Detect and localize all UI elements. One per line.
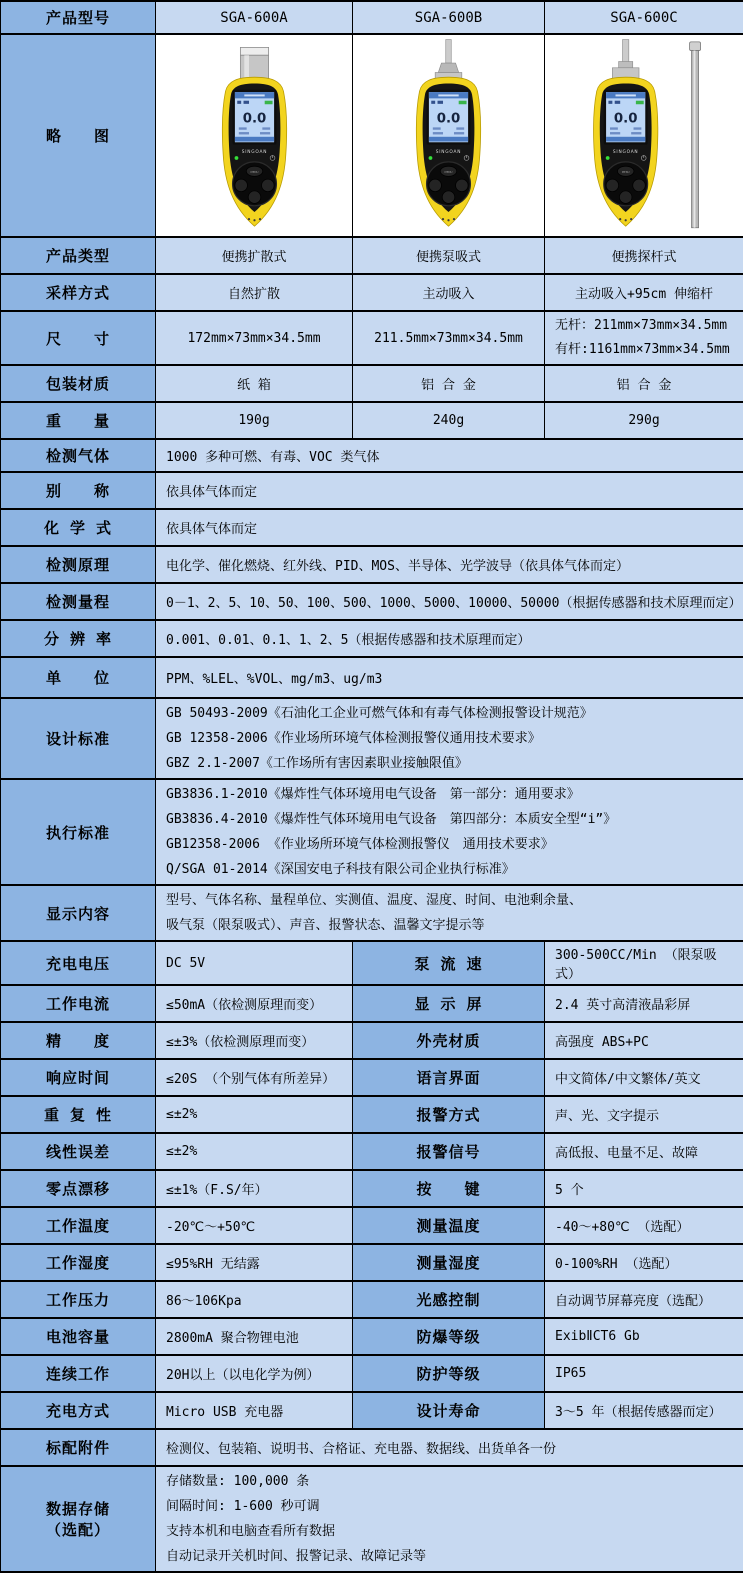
row-label: 零点漂移 <box>1 1170 156 1207</box>
value-cell: 主动吸入+95cm 伸缩杆 <box>545 274 743 311</box>
row-label: 设计标准 <box>1 698 156 779</box>
row-label: 光感控制 <box>353 1281 545 1318</box>
row-label: 重 量 <box>1 402 156 439</box>
svg-text:0.0: 0.0 <box>613 111 637 126</box>
row-label: 显示内容 <box>1 885 156 941</box>
row-label: 工作湿度 <box>1 1244 156 1281</box>
value-cell: ≤±1%（F.S/年） <box>156 1170 353 1207</box>
row-label: 工作电流 <box>1 985 156 1022</box>
table-row-formula <box>1 509 743 546</box>
dimension-line: 无杆：211mm×73mm×34.5mm <box>555 314 735 338</box>
row-label: 充电电压 <box>1 941 156 985</box>
table-row-units <box>1 657 743 698</box>
row-label: 化 学 式 <box>1 509 156 546</box>
value-cell: 290g <box>545 402 743 439</box>
storage-line: 存储数量: 100,000 条 <box>166 1469 735 1494</box>
row-label: 包装材质 <box>1 365 156 402</box>
row-label: 报警信号 <box>353 1133 545 1170</box>
value-cell: ≤±2% <box>156 1096 353 1133</box>
table-row-product-type <box>1 237 743 274</box>
table-row-spec <box>1 1133 743 1170</box>
row-label: 标配附件 <box>1 1429 156 1466</box>
table-row-packaging <box>1 365 743 402</box>
value-cell: Micro USB 充电器 <box>156 1392 353 1429</box>
row-label: 线性误差 <box>1 1133 156 1170</box>
value-cell: 0－1、2、5、10、50、100、500、1000、5000、10000、50000（根据传感器和技术原理而定） <box>156 583 743 620</box>
table-row-spec <box>1 985 743 1022</box>
table-row-spec <box>1 1022 743 1059</box>
product-image-sga-600a <box>156 36 352 235</box>
table-row-spec <box>1 1096 743 1133</box>
svg-text:0.0: 0.0 <box>242 111 266 126</box>
value-cell: 20H以上（以电化学为例） <box>156 1355 353 1392</box>
header-label: 产品型号 <box>1 1 156 34</box>
row-label: 重 复 性 <box>1 1096 156 1133</box>
standard-line: Q/SGA 01-2014《深国安电子科技有限公司企业执行标准》 <box>166 857 735 882</box>
sketch-label: 略 图 <box>1 34 156 237</box>
row-label: 单 位 <box>1 657 156 698</box>
value-cell: 300-500CC/Min （限泵吸式） <box>545 941 743 985</box>
value-cell: -40～+80℃ （选配） <box>545 1207 743 1244</box>
table-row-header <box>1 1 743 34</box>
value-cell: ≤±2% <box>156 1133 353 1170</box>
value-cell: 铝 合 金 <box>353 365 545 402</box>
value-cell: 0-100%RH （选配） <box>545 1244 743 1281</box>
row-label: 报警方式 <box>353 1096 545 1133</box>
table-row-spec <box>1 1355 743 1392</box>
storage-line: 自动记录开关机时间、报警记录、故障记录等 <box>166 1544 735 1569</box>
row-label: 防爆等级 <box>353 1318 545 1355</box>
row-label: 连续工作 <box>1 1355 156 1392</box>
row-label: 泵 流 速 <box>353 941 545 985</box>
value-cell: 自动调节屏幕亮度（选配） <box>545 1281 743 1318</box>
product-image-sga-600b <box>353 36 544 235</box>
row-label: 检测原理 <box>1 546 156 583</box>
value-cell: ≤20S （个别气体有所差异） <box>156 1059 353 1096</box>
standard-line: GB3836.4-2010《爆炸性气体环境用电气设备 第四部分：本质安全型“i”》 <box>166 807 735 832</box>
table-row-spec <box>1 1392 743 1429</box>
value-cell: ≤95%RH 无结露 <box>156 1244 353 1281</box>
standard-line: GB 12358-2006《作业场所环境气体检测报警仪通用技术要求》 <box>166 726 735 751</box>
value-cell: 86～106Kpa <box>156 1281 353 1318</box>
value-cell: 高强度 ABS+PC <box>545 1022 743 1059</box>
value-cell: 自然扩散 <box>156 274 353 311</box>
row-label: 电池容量 <box>1 1318 156 1355</box>
model-name-c: SGA-600C <box>545 1 743 34</box>
table-row-alias <box>1 472 743 509</box>
table-row-sampling <box>1 274 743 311</box>
svg-text:MENU: MENU <box>445 169 453 173</box>
table-row-weight <box>1 402 743 439</box>
svg-text:SINGOAN: SINGOAN <box>436 149 462 155</box>
value-cell: 3～5 年（根据传感器而定） <box>545 1392 743 1429</box>
value-cell: PPM、%LEL、%VOL、mg/m3、ug/m3 <box>156 657 743 698</box>
value-cell <box>156 1466 743 1572</box>
storage-line: 间隔时间: 1-600 秒可调 <box>166 1494 735 1519</box>
value-cell: ≤±3%（依检测原理而变） <box>156 1022 353 1059</box>
value-cell: 电化学、催化燃烧、红外线、PID、MOS、半导体、光学波导（依具体气体而定） <box>156 546 743 583</box>
value-cell: 2800mA 聚合物锂电池 <box>156 1318 353 1355</box>
value-cell: -20℃～+50℃ <box>156 1207 353 1244</box>
table-row-spec <box>1 1318 743 1355</box>
row-label: 尺 寸 <box>1 311 156 365</box>
svg-text:SINGOAN: SINGOAN <box>241 149 267 155</box>
row-label: 外壳材质 <box>353 1022 545 1059</box>
model-name-a: SGA-600A <box>156 1 353 34</box>
value-cell: 便携扩散式 <box>156 237 353 274</box>
row-label: 设计寿命 <box>353 1392 545 1429</box>
storage-label-line: （选配） <box>2 1519 154 1540</box>
row-label: 工作温度 <box>1 1207 156 1244</box>
table-row-spec <box>1 1281 743 1318</box>
row-label <box>1 1466 156 1572</box>
table-row-data-storage <box>1 1466 743 1572</box>
value-cell: 声、光、文字提示 <box>545 1096 743 1133</box>
table-row-design-standard <box>1 698 743 779</box>
value-cell <box>156 698 743 779</box>
row-label: 工作压力 <box>1 1281 156 1318</box>
standard-line: GB 50493-2009《石油化工企业可燃气体和有毒气体检测报警设计规范》 <box>166 701 735 726</box>
value-cell: DC 5V <box>156 941 353 985</box>
table-row-display-content <box>1 885 743 941</box>
table-row-spec <box>1 1059 743 1096</box>
table-row-gases <box>1 439 743 472</box>
svg-text:0.0: 0.0 <box>437 111 461 126</box>
row-label: 检测量程 <box>1 583 156 620</box>
table-row-range <box>1 583 743 620</box>
value-cell: 172mm×73mm×34.5mm <box>156 311 353 365</box>
row-label: 检测气体 <box>1 439 156 472</box>
row-label: 执行标准 <box>1 779 156 885</box>
product-image-sga-600c <box>545 36 743 235</box>
value-cell: 检测仪、包装箱、说明书、合格证、充电器、数据线、出货单各一份 <box>156 1429 743 1466</box>
row-label: 语言界面 <box>353 1059 545 1096</box>
row-label: 测量温度 <box>353 1207 545 1244</box>
value-cell: 便携泵吸式 <box>353 237 545 274</box>
value-cell: 240g <box>353 402 545 439</box>
value-cell <box>156 885 743 941</box>
value-cell: IP65 <box>545 1355 743 1392</box>
row-label: 测量湿度 <box>353 1244 545 1281</box>
value-cell: 依具体气体而定 <box>156 509 743 546</box>
value-cell: ≤50mA（依检测原理而变） <box>156 985 353 1022</box>
svg-text:MENU: MENU <box>250 169 258 173</box>
display-line: 吸气泵（限泵吸式）、声音、报警状态、温馨文字提示等 <box>166 913 735 938</box>
value-cell <box>545 311 743 365</box>
storage-line: 支持本机和电脑查看所有数据 <box>166 1519 735 1544</box>
table-row-resolution <box>1 620 743 657</box>
value-cell: 高低报、电量不足、故障 <box>545 1133 743 1170</box>
table-row-spec <box>1 941 743 985</box>
dimension-line: 有杆:1161mm×73mm×34.5mm <box>555 338 735 362</box>
table-row-dimensions <box>1 311 743 365</box>
table-row-spec <box>1 1207 743 1244</box>
value-cell: 5 个 <box>545 1170 743 1207</box>
row-label: 充电方式 <box>1 1392 156 1429</box>
standard-line: GBZ 2.1-2007《工作场所有害因素职业接触限值》 <box>166 751 735 776</box>
svg-text:SINGOAN: SINGOAN <box>612 149 638 155</box>
value-cell: 0.001、0.01、0.1、1、2、5（根据传感器和技术原理而定） <box>156 620 743 657</box>
table-row-accessories <box>1 1429 743 1466</box>
model-name-b: SGA-600B <box>353 1 545 34</box>
value-cell: 211.5mm×73mm×34.5mm <box>353 311 545 365</box>
storage-label-line: 数据存储 <box>2 1498 154 1519</box>
value-cell: 1000 多种可燃、有毒、VOC 类气体 <box>156 439 743 472</box>
value-cell: 2.4 英寸高清液晶彩屏 <box>545 985 743 1022</box>
value-cell: 纸 箱 <box>156 365 353 402</box>
standard-line: GB3836.1-2010《爆炸性气体环境用电气设备 第一部分：通用要求》 <box>166 782 735 807</box>
row-label: 产品类型 <box>1 237 156 274</box>
value-cell: 中文简体/中文繁体/英文 <box>545 1059 743 1096</box>
table-row-spec <box>1 1170 743 1207</box>
standard-line: GB12358-2006 《作业场所环境气体检测报警仪 通用技术要求》 <box>166 832 735 857</box>
row-label: 显 示 屏 <box>353 985 545 1022</box>
value-cell: 190g <box>156 402 353 439</box>
table-row-exec-standard <box>1 779 743 885</box>
value-cell: ExibⅡCT6 Gb <box>545 1318 743 1355</box>
value-cell: 便携探杆式 <box>545 237 743 274</box>
row-label: 采样方式 <box>1 274 156 311</box>
value-cell: 主动吸入 <box>353 274 545 311</box>
value-cell: 铝 合 金 <box>545 365 743 402</box>
table-row-spec <box>1 1244 743 1281</box>
row-label: 响应时间 <box>1 1059 156 1096</box>
value-cell <box>156 779 743 885</box>
svg-text:MENU: MENU <box>621 169 629 173</box>
table-row-sketch <box>1 34 743 237</box>
row-label: 精 度 <box>1 1022 156 1059</box>
row-label: 分 辨 率 <box>1 620 156 657</box>
row-label: 防护等级 <box>353 1355 545 1392</box>
display-line: 型号、气体名称、量程单位、实测值、温度、湿度、时间、电池剩余量、 <box>166 888 735 913</box>
row-label: 按 键 <box>353 1170 545 1207</box>
row-label: 别 称 <box>1 472 156 509</box>
table-row-principle <box>1 546 743 583</box>
value-cell: 依具体气体而定 <box>156 472 743 509</box>
